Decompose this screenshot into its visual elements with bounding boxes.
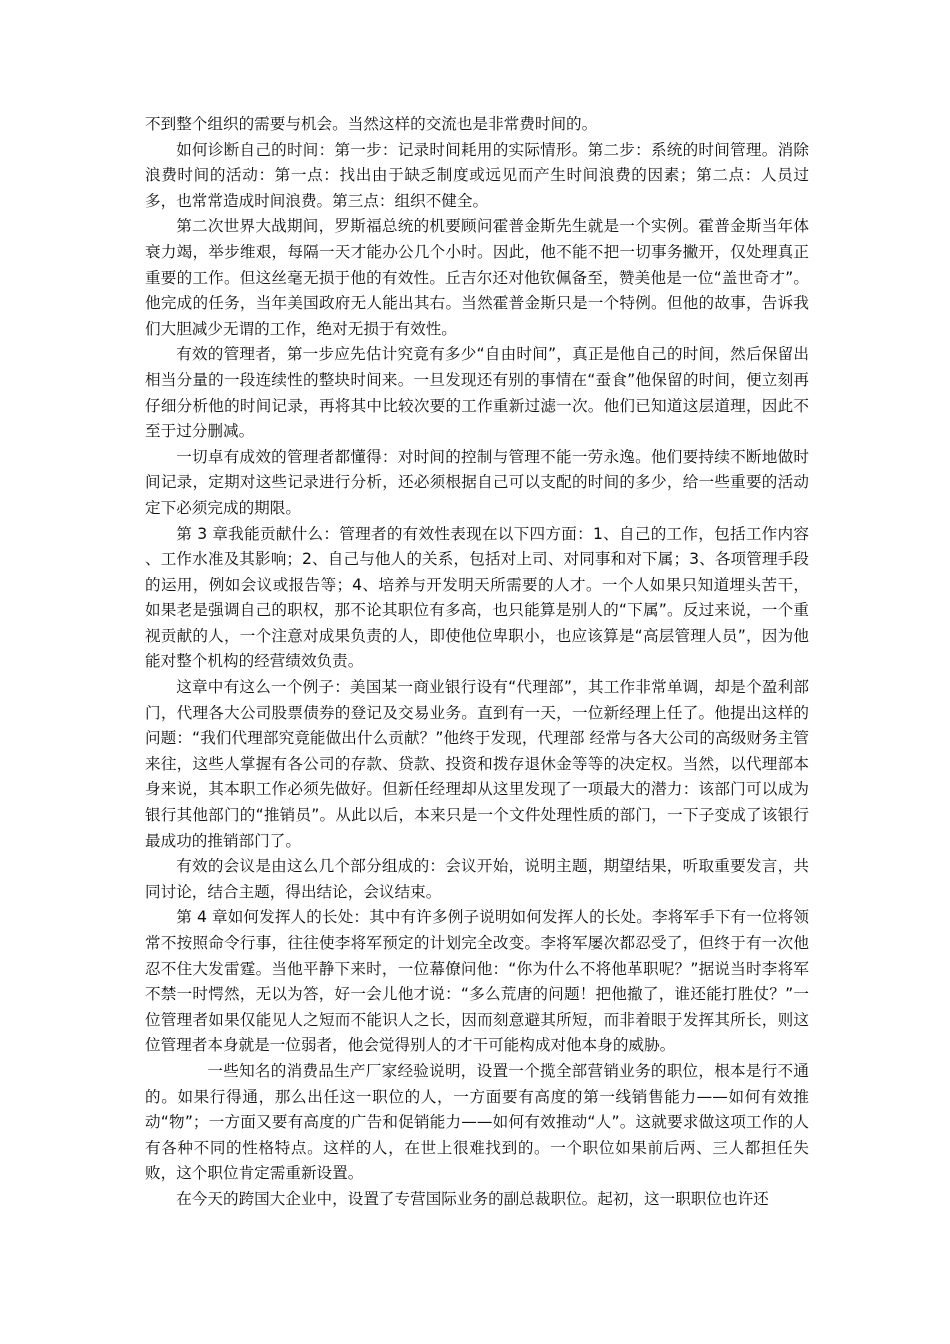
paragraph: 有效的会议是由这么几个部分组成的：会议开始，说明主题，期望结果，听取重要发言，共同讨论，结合主题，得出结论，会议结束。 [145, 857, 809, 901]
paragraph: 第 3 章我能贡献什么：管理者的有效性表现在以下四方面：1、自己的工作，包括工作内容 、工作水准及其影响；2、自己与他人的关系，包括对上司、对同事和对下属；3、各项管理手段的运用，例如会议或报告等；4、培养与开发明天所需要的人才。一个人如果只知道埋头苦干，如果老是强调自己的职权，那不论其职位有多高，也只能算是别人的“下属”。反过来说，一个重视贡献的人，一个注意对成果负责的人，即使他位卑职小，也应该算是“高层管理人员”，因为他能对整个机构的经营绩效负责。 [145, 524, 809, 671]
document-page [145, 112, 809, 1213]
paragraph: 这章中有这么一个例子：美国某一商业银行设有“代理部”，其工作非常单调，却是个盈利部门，代理各大公司股票债券的登记及交易业务。直到有一天，一位新经理上任了。他提出这样的问题：“我们代理部究竟能做出什么贡献？”他终于发现，代理部 经常与各大公司的高级财务主管来往，这些人掌握有各公司的存款、贷款、投资和拨存退休金等等的决定权。当然，以代理部本身来说，其本职工作必须先做好。但新任经理却从这里发现了一项最大的潜力：该部门可以成为银行其他部门的“推销员”。从此以后，本来只是一个文件处理性质的部门，一下子变成了该银行最成功的推销部门了。 [145, 678, 809, 850]
paragraph: 如何诊断自己的时间：第一步：记录时间耗用的实际情形。第二步：系统的时间管理。消除浪费时间的活动：第一点：找出由于缺乏制度或远见而产生时间浪费的因素；第二点：人员过多，也常常造成时间浪费。第三点：组织不健全。 [145, 140, 809, 210]
paragraph: 在今天的跨国大企业中，设置了专营国际业务的副总裁职位。起初，这一职职位也许还 [176, 1189, 769, 1208]
paragraph: 第 4 章如何发挥人的长处：其中有许多例子说明如何发挥人的长处。李将军手下有一位将领常不按照命令行事，往往使李将军预定的计划完全改变。李将军屡次都忍受了，但终于有一次他忍不住大发雷霆。当他平静下来时，一位幕僚问他：“你为什么不将他革职呢？”据说当时李将军不禁一时愕然，无以为答，好一会儿他才说：“多么荒唐的问题！把他撤了，谁还能打胜仗？”一位管理者如果仅能见人之短而不能识人之长，因而刻意避其所短，而非着眼于发挥其所长，则这位管理者本身就是一位弱者，他会觉得别人的才干可能构成对他本身的威胁。 [145, 908, 809, 1055]
paragraph: 有效的管理者，第一步应先估计究竟有多少“自由时间”，真正是他自己的时间，然后保留出相当分量的一段连续性的整块时间来。一旦发现还有别的事情在“蚕食”他保留的时间，便立刻再仔细分析他的时间记录，再将其中比较次要的工作重新过滤一次。他们已知道这层道理，因此不至于过分删减。 [145, 345, 809, 441]
paragraph: 一切卓有成效的管理者都懂得：对时间的控制与管理不能一劳永逸。他们要持续不断地做时间记录，定期对这些记录进行分析，还必须根据自己可以支配的时间的多少，给一些重要的活动定下必须完成的期限。 [145, 447, 809, 517]
paragraph: 一些知名的消费品生产厂家经验说明，设置一个揽全部营销业务的职位，根本是行不通的。如果行得通，那么出任这一职位的人，一方面要有高度的第一线销售能力——如何有效推动“物”；一方面又要有高度的广告和促销能力——如何有效推动“人”。这就要求做这项工作的人有各种不同的性格特点。这样的人，在世上很难找到的。一个职位如果前后两、三人都担任失败，这个职位肯定需重新设置。 [145, 1061, 809, 1183]
paragraph: 第二次世界大战期间，罗斯福总统的机要顾问霍普金斯先生就是一个实例。霍普金斯当年体衰力竭，举步维艰，每隔一天才能办公几个小时。因此，他不能不把一切事务撇开，仅处理真正重要的工作。但这丝毫无损于他的有效性。丘吉尔还对他钦佩备至，赞美他是一位“盖世奇才”。他完成的任务，当年美国政府无人能出其右。当然霍普金斯只是一个特例。但他的故事，告诉我们大胆减少无谓的工作，绝对无损于有效性。 [145, 217, 809, 338]
paragraph: 不到整个组织的需要与机会。当然这样的交流也是非常费时间的。 [145, 115, 598, 133]
